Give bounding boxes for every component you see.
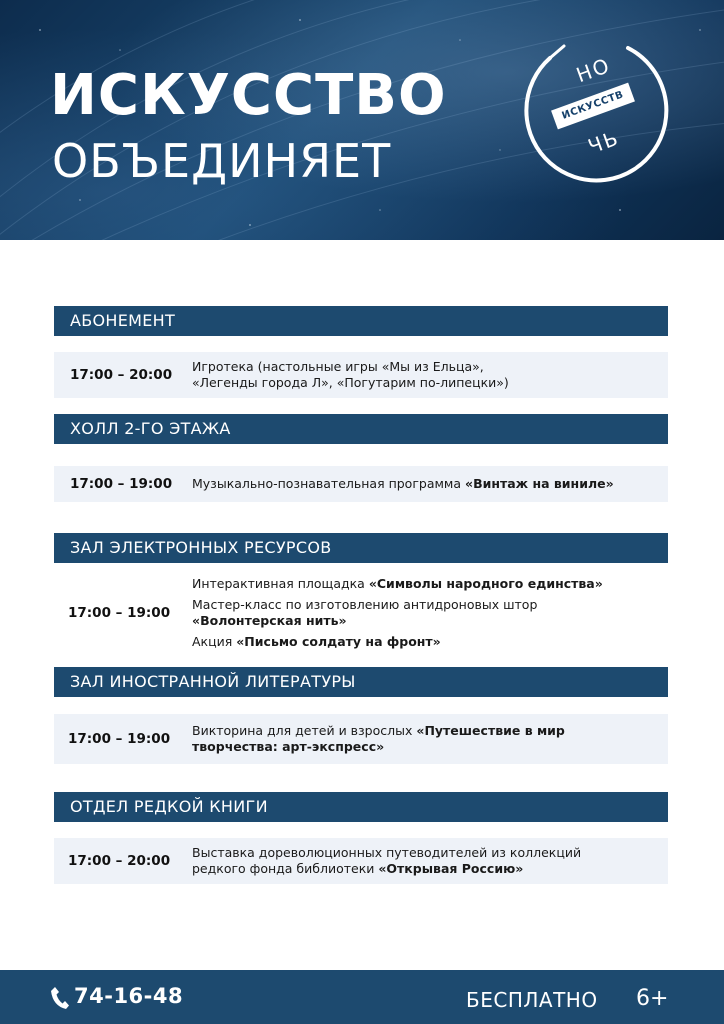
description-line bbox=[192, 613, 658, 629]
activity-paragraph bbox=[192, 634, 658, 650]
schedule-row bbox=[54, 714, 668, 764]
activity-paragraph bbox=[192, 597, 658, 630]
noch-iskusstv-logo bbox=[510, 30, 670, 190]
event-description bbox=[192, 466, 658, 502]
description-text: Викторина для детей и взрослых bbox=[192, 722, 417, 738]
event-time: 17:00 – 20:00 bbox=[68, 853, 171, 869]
description-text: «Легенды города Л», «Погутарим по-липецки») bbox=[192, 375, 509, 390]
description-line bbox=[192, 476, 658, 492]
description-text: Акция bbox=[192, 634, 237, 650]
logo-text-top: НО bbox=[572, 52, 614, 88]
footer-bar bbox=[0, 970, 724, 1024]
event-time: 17:00 – 19:00 bbox=[68, 605, 171, 621]
event-title: «Винтаж на виниле» bbox=[465, 475, 614, 491]
phone-number[interactable]: 74-16-48 bbox=[74, 984, 184, 1008]
event-title: «Символы народного единства» bbox=[368, 575, 603, 591]
event-time: 17:00 – 19:00 bbox=[70, 476, 173, 492]
phone-icon bbox=[50, 986, 70, 1010]
description-text: Интерактивная площадка bbox=[192, 575, 369, 591]
event-title: «Открывая Россию» bbox=[378, 861, 524, 876]
logo-text-bottom: ЧЬ bbox=[584, 125, 623, 159]
event-description bbox=[192, 570, 658, 656]
logo-text-band: ИСКУССТВ bbox=[551, 83, 635, 130]
description-line bbox=[192, 597, 658, 613]
description-line bbox=[192, 359, 658, 375]
schedule-row bbox=[54, 466, 668, 502]
schedule-row bbox=[54, 838, 668, 884]
description-line bbox=[192, 861, 658, 877]
headline-line-2: ОБЪЕДИНЯЕТ bbox=[52, 134, 392, 188]
section-title-hall: ХОЛЛ 2-ГО ЭТАЖА bbox=[54, 414, 668, 444]
description-text: Мастер-класс по изготовлению антидроновых штор bbox=[192, 596, 538, 612]
section-title-foreign: ЗАЛ ИНОСТРАННОЙ ЛИТЕРАТУРЫ bbox=[54, 667, 668, 697]
description-line bbox=[192, 375, 658, 391]
description-text: Выставка дореволюционных путеводителей из коллекций bbox=[192, 844, 582, 860]
description-line bbox=[192, 634, 658, 650]
schedule-row bbox=[54, 570, 668, 656]
description-line bbox=[192, 845, 658, 861]
description-text: Музыкально-познавательная программа bbox=[192, 475, 465, 491]
schedule-row bbox=[54, 352, 668, 398]
event-time: 17:00 – 20:00 bbox=[70, 367, 173, 383]
event-title: «Волонтерская нить» bbox=[192, 613, 347, 628]
price-label: БЕСПЛАТНО bbox=[466, 988, 598, 1012]
age-rating: 6+ bbox=[636, 986, 669, 1011]
event-time: 17:00 – 19:00 bbox=[68, 731, 171, 747]
activity-paragraph bbox=[192, 576, 658, 592]
description-line bbox=[192, 576, 658, 592]
description-text: Игротека (настольные игры «Мы из Ельца», bbox=[192, 358, 484, 374]
description-line bbox=[192, 723, 658, 739]
section-title-rare-books: ОТДЕЛ РЕДКОЙ КНИГИ bbox=[54, 792, 668, 822]
header-banner bbox=[0, 0, 724, 240]
event-title: «Путешествие в мир bbox=[416, 722, 565, 738]
description-line bbox=[192, 739, 658, 755]
event-title: «Письмо солдату на фронт» bbox=[236, 634, 441, 650]
description-text: редкого фонда библиотеки bbox=[192, 861, 379, 876]
headline-line-1: ИСКУССТВО bbox=[50, 63, 447, 128]
event-title: творчества: арт-экспресс» bbox=[192, 739, 385, 754]
event-description bbox=[192, 714, 658, 764]
event-description bbox=[192, 352, 658, 398]
section-title-electronic: ЗАЛ ЭЛЕКТРОННЫХ РЕСУРСОВ bbox=[54, 533, 668, 563]
section-title-abonement: АБОНЕМЕНТ bbox=[54, 306, 668, 336]
event-description bbox=[192, 838, 658, 884]
